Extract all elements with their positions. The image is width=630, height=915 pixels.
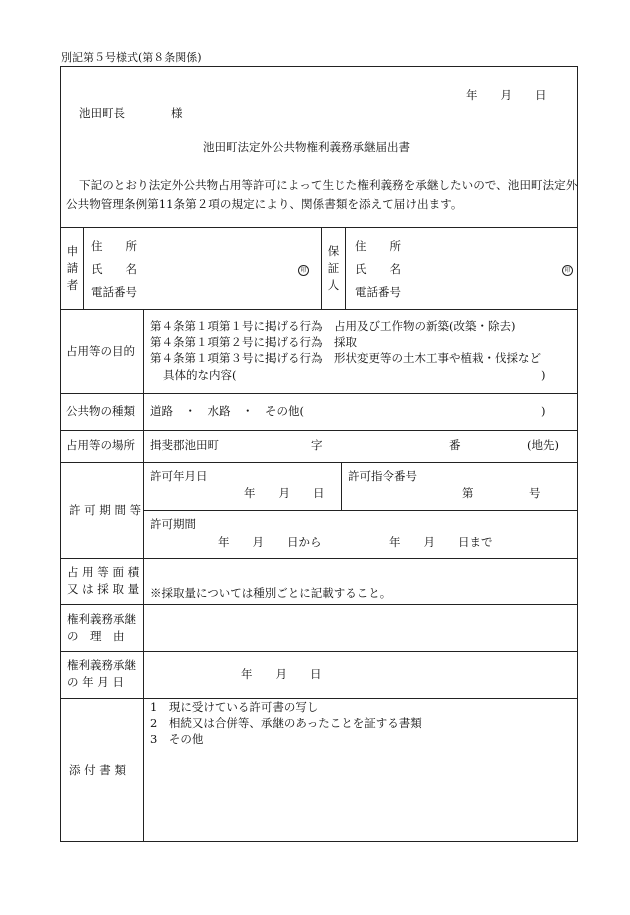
kind-label: 公共物の種類 bbox=[66, 404, 135, 418]
purpose-line-3: 第４条第１項第３号に掲げる行為 形状変更等の土木工事や植栽・伐採など bbox=[150, 351, 541, 365]
applicant-address-label: 住 所 bbox=[91, 239, 137, 253]
permit-number-go: 号 bbox=[529, 486, 541, 500]
guarantor-seal-icon: 印 bbox=[562, 265, 573, 276]
intro-line-1: 下記のとおり法定外公共物占用等許可によって生じた権利義務を承継したいので、池田町法定外 bbox=[79, 178, 578, 192]
purpose-line-4: 具体的な内容( bbox=[163, 368, 237, 382]
succession-date-label-1: 権利義務承継 bbox=[67, 658, 136, 672]
place-aza: 字 bbox=[311, 438, 323, 452]
applicant-phone-label: 電話番号 bbox=[91, 285, 137, 299]
succession-date-label-2: の 年 月 日 bbox=[67, 675, 124, 689]
guarantor-name-label: 氏 名 bbox=[355, 262, 401, 276]
kind-close: ) bbox=[541, 404, 546, 418]
area-note: ※採取量については種別ごとに記載すること。 bbox=[150, 586, 392, 600]
attachment-item: 3 その他 bbox=[150, 732, 204, 746]
place-chisaki: (地先) bbox=[527, 438, 559, 452]
purpose-label: 占用等の目的 bbox=[66, 344, 135, 358]
attachments-label: 添 付 書 類 bbox=[69, 763, 126, 777]
succession-date-value: 年 月 日 bbox=[241, 667, 322, 681]
attachment-item: 1 現に受けている許可書の写し bbox=[150, 700, 319, 714]
guarantor-label: 保 証 人 bbox=[327, 243, 340, 292]
applicant-seal-icon: 印 bbox=[298, 265, 309, 276]
reason-label-2: の 理 由 bbox=[67, 629, 125, 643]
form-title: 池田町法定外公共物権利義務承継届出書 bbox=[203, 140, 410, 154]
place-label: 占用等の場所 bbox=[66, 438, 135, 452]
permit-period-label: 許可期間 bbox=[150, 517, 196, 531]
addressee: 池田町長 様 bbox=[79, 106, 183, 120]
purpose-line-2: 第４条第１項第２号に掲げる行為 採取 bbox=[150, 335, 357, 349]
permit-number-label: 許可指令番号 bbox=[348, 469, 417, 483]
permit-date-value: 年 月 日 bbox=[244, 486, 325, 500]
place-prefix: 揖斐郡池田町 bbox=[150, 438, 219, 452]
permit-number-dai: 第 bbox=[462, 486, 474, 500]
attachment-item: 2 相続又は合併等、承継のあったことを証する書類 bbox=[150, 716, 422, 730]
guarantor-address-label: 住 所 bbox=[355, 239, 401, 253]
applicant-name-label: 氏 名 bbox=[91, 262, 137, 276]
guarantor-phone-label: 電話番号 bbox=[355, 285, 401, 299]
permit-period-to: 年 月 日まで bbox=[389, 535, 493, 549]
area-label-1: 占 用 等 面 積 bbox=[67, 565, 140, 579]
permit-label: 許 可 期 間 等 bbox=[69, 503, 142, 517]
permit-period-from: 年 月 日から bbox=[218, 535, 322, 549]
purpose-line-1: 第４条第１項第１号に掲げる行為 占用及び工作物の新築(改築・除去) bbox=[150, 319, 516, 333]
applicant-label: 申 請 者 bbox=[66, 243, 79, 292]
reason-label-1: 権利義務承継 bbox=[67, 612, 136, 626]
intro-line-2: 公共物管理条例第11条第２項の規定により、関係書類を添えて届け出ます。 bbox=[66, 197, 463, 211]
area-label-2: 又 は 採 取 量 bbox=[67, 582, 140, 596]
form-label: 別記第５号様式(第８条関係) bbox=[61, 51, 202, 64]
purpose-line-4-close: ) bbox=[541, 368, 546, 382]
date-line: 年 月 日 bbox=[466, 88, 547, 102]
kind-options: 道路 ・ 水路 ・ その他( bbox=[150, 404, 304, 418]
place-ban: 番 bbox=[449, 438, 461, 452]
permit-date-label: 許可年月日 bbox=[150, 469, 208, 483]
